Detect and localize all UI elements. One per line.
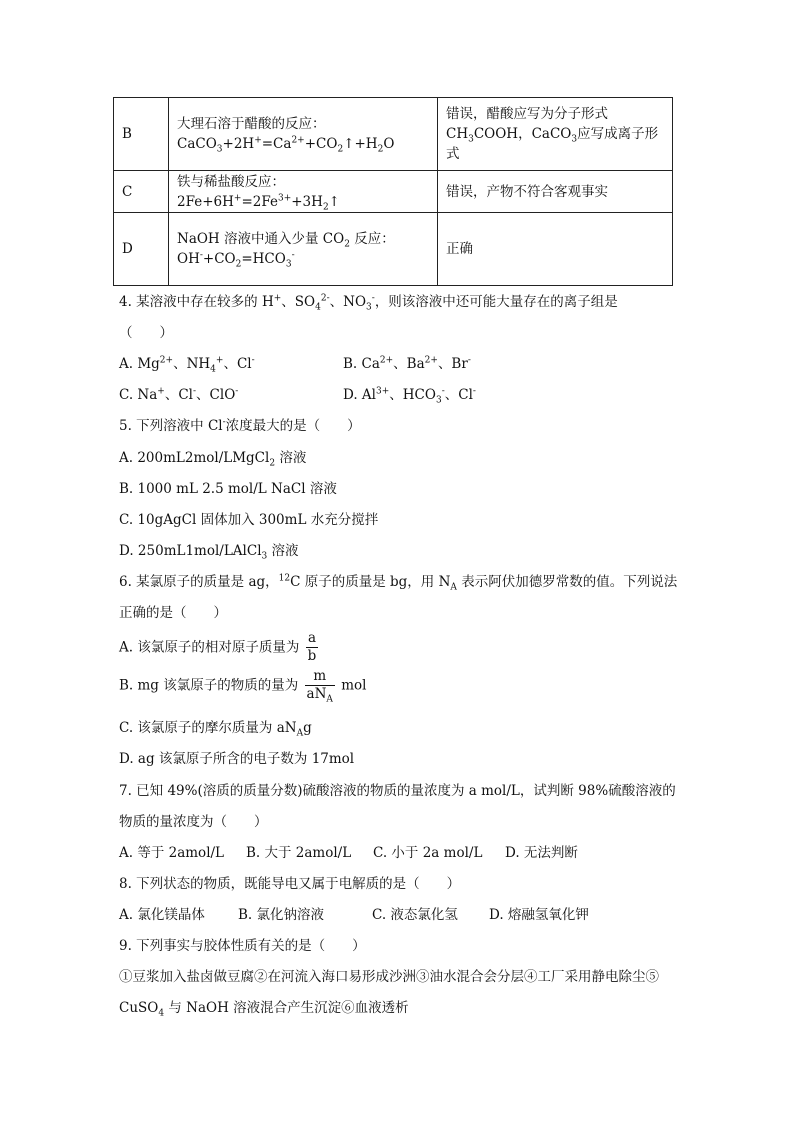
evaluation-cell xyxy=(438,98,673,171)
equation-formula: $OH^-+CO_2=HCO_3^-$ xyxy=(177,250,295,270)
q6-option-b-unit: mol xyxy=(341,677,367,694)
q7-option-d: D. 无法判断 xyxy=(505,845,578,861)
q8-option-b: B. 氯化钠溶液 xyxy=(238,907,325,923)
q4-option-b: B. $Ca^{2+}$、$Ba^{2+}$、Br- xyxy=(343,355,471,372)
q6-option-a-text: A. 该氯原子的相对原子质量为 xyxy=(119,639,300,656)
question-7-stem: 7. 已知 49%(溶质的质量分数)硫酸溶液的物质的量浓度为 a mol/L，试判断 98%硫酸溶液的 xyxy=(119,783,676,799)
row-label: D xyxy=(114,213,169,286)
fraction-numerator: a xyxy=(306,630,319,648)
q6-option-b-text: B. mg 该氯原子的物质的量为 xyxy=(119,677,299,694)
q6-option-d: D. ag 该氯原子所含的电子数为 17mol xyxy=(119,751,355,767)
question-4-stem: 4. 某溶液中存在较多的 H+、$SO_4^{2-}$、$NO_3^-$，则该溶液中还可能大量存在的离子组是 xyxy=(119,293,618,313)
q7-option-a: A. 等于 2amol/L xyxy=(119,845,225,861)
table-row xyxy=(114,98,673,171)
fraction-numerator: m xyxy=(305,668,335,686)
table-row xyxy=(114,213,673,286)
q8-option-c: C. 液态氯化氢 xyxy=(372,907,458,923)
question-6-stem: 6. 某氯原子的质量是 ag，$^{12}$C 原子的质量是 bg，用 $N_A$ 表示阿伏加德罗常数的值。下列说法 xyxy=(119,573,678,593)
q5-option-c: C. 10gAgCl 固体加入 300mL 水充分搅拌 xyxy=(119,512,379,528)
fraction-denominator: $aN_A$ xyxy=(306,686,333,705)
question-9-line-2: CuSO$_4$ 与 NaOH 溶液混合产生沉淀⑥血液透析 xyxy=(119,1000,409,1019)
question-5-stem: 5. 下列溶液中 Cl-浓度最大的是（ ） xyxy=(119,417,361,434)
q5-option-a: A. 200mL2mol/LMgCl$_2$ 溶液 xyxy=(119,450,307,469)
fraction-denominator: b xyxy=(307,648,317,664)
row-label: C xyxy=(114,171,169,213)
equation-text: 大理石溶于醋酸的反应： xyxy=(177,116,326,132)
question-8-stem: 8. 下列状态的物质，既能导电又属于电解质的是（ ） xyxy=(119,876,461,892)
evaluation-cell xyxy=(438,171,673,213)
equation-cell xyxy=(169,171,438,213)
q6-option-a xyxy=(119,630,320,665)
question-9-stem: 9. 下列事实与胶体性质有关的是（ ） xyxy=(119,938,366,954)
evaluation-text: 错误，醋酸应写为分子形式 xyxy=(446,106,608,122)
q4-option-d: D. $Al^{3+}$、$HCO_3^-$、Cl- xyxy=(343,386,476,406)
fraction-m-over-ana xyxy=(305,668,335,703)
q4-option-c: C. Na+、Cl-、ClO- xyxy=(119,386,239,403)
q7-option-c: C. 小于 2a mol/L xyxy=(373,845,483,861)
question-4-paren: （ ） xyxy=(119,325,173,341)
q6-option-b xyxy=(119,668,366,703)
equation-cell xyxy=(169,213,438,286)
evaluation-cell xyxy=(438,213,673,286)
equation-cell xyxy=(169,98,438,171)
equation-formula: $CaCO_3+2H^+=Ca^{2+}+CO_2↑+H_2O$ xyxy=(177,135,395,155)
evaluation-text-2: $CH_3COOH$，CaCO$_3$应写成离子形式 xyxy=(446,126,659,162)
equation-text: NaOH 溶液中通入少量 $CO_2$ 反应： xyxy=(177,231,395,250)
q8-option-d: D. 熔融氢氧化钾 xyxy=(489,907,589,923)
question-6-stem-2: 正确的是（ ） xyxy=(119,605,227,621)
table-row xyxy=(114,171,673,213)
q8-option-a: A. 氯化镁晶体 xyxy=(119,907,205,923)
evaluation-text: 正确 xyxy=(446,241,473,257)
fraction-a-over-b xyxy=(306,630,319,665)
q7-option-b: B. 大于 2amol/L xyxy=(246,845,352,861)
q6-option-c: C. 该氯原子的摩尔质量为 $aN_Ag$ xyxy=(119,720,312,739)
options-table xyxy=(113,97,673,286)
question-7-stem-2: 物质的量浓度为（ ） xyxy=(119,814,268,830)
evaluation-text: 错误，产物不符合客观事实 xyxy=(446,183,608,200)
row-label: B xyxy=(114,98,169,171)
q4-option-a: A. $Mg^{2+}$、$NH_4^+$、Cl- xyxy=(119,355,255,375)
q5-option-d: D. 250mL1mol/LAlCl$_3$ 溶液 xyxy=(119,543,299,562)
question-9-line-1: ①豆浆加入盐卤做豆腐②在河流入海口易形成沙洲③油水混合会分层④工厂采用静电除尘⑤ xyxy=(119,969,659,985)
equation-text: 铁与稀盐酸反应：$2Fe+6H^+=2Fe^{3+}+3H_2↑$ xyxy=(177,173,340,213)
q5-option-b: B. 1000 mL 2.5 mol/L NaCl 溶液 xyxy=(119,481,337,497)
